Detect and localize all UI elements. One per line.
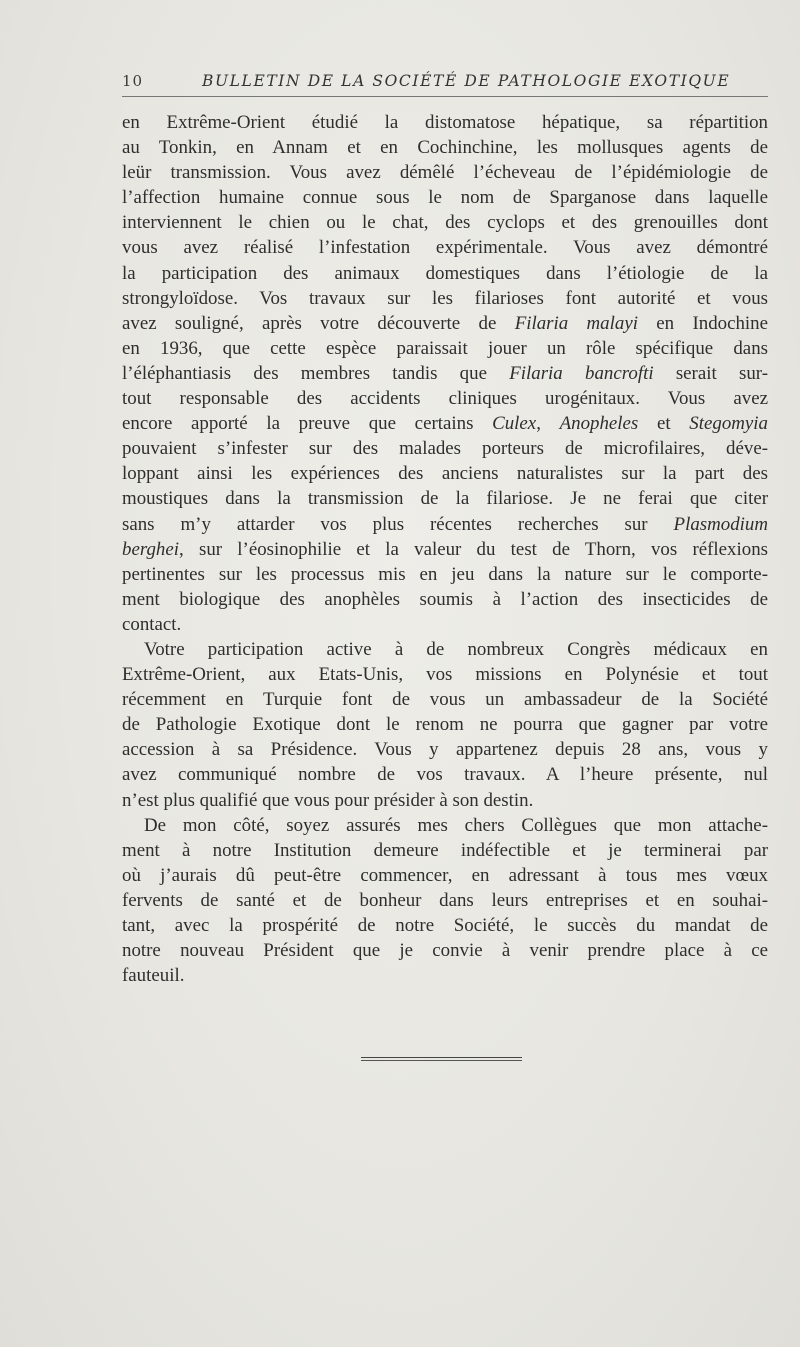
running-title: BULLETIN DE LA SOCIÉTÉ DE PATHOLOGIE EXOTIQUE [202, 72, 731, 90]
text-line: pertinentes sur les processus mis en jeu dans la nature sur le comporte- [122, 563, 768, 585]
text-line: sans m’y attarder vos plus récentes recherches sur Plasmodium [122, 513, 768, 535]
text-line: encore apporté la preuve que certains Culex, Anopheles et Stegomyia [122, 413, 768, 435]
text-line: la participation des animaux domestiques dans l’étiologie de la [122, 262, 768, 284]
text-line: tant, avec la prospérité de notre Société, le succès du mandat de [122, 915, 768, 936]
text-line: moustiques dans la transmission de la filariose. Je ne ferai que citer [122, 488, 768, 510]
body-text [122, 110, 768, 988]
text-line: accession à sa Présidence. Vous y appartenez depuis 28 ans, vous y [122, 739, 768, 761]
text-line: avez communiqué nombre de vos travaux. A l’heure présente, nul [122, 764, 768, 786]
text-line: n’est plus qualifié que vous pour présider à son destin. [122, 789, 534, 811]
text-line: fervents de santé et de bonheur dans leurs entreprises et en souhai- [122, 889, 768, 911]
text-line: De mon côté, soyez assurés mes chers Collègues que mon attache- [144, 814, 768, 836]
text-line: ment biologique des anophèles soumis à l’action des insecticides de [122, 588, 768, 610]
text-line: au Tonkin, en Annam et en Cochinchine, les mollusques agents de [122, 137, 768, 159]
text-line: vous avez réalisé l’infestation expérimentale. Vous avez démontré [122, 237, 768, 259]
end-rule-second [361, 1060, 522, 1061]
text-line: en 1936, que cette espèce paraissait jouer un rôle spécifique dans [122, 337, 768, 359]
text-line: loppant ainsi les expériences des anciens naturalistes sur la part des [122, 463, 768, 485]
text-line: notre nouveau Président que je convie à venir prendre place à ce [122, 940, 768, 962]
text-line: leür transmission. Vous avez démêlé l’écheveau de l’épidémiologie de [122, 162, 768, 184]
text-line: ment à notre Institution demeure indéfectible et je terminerai par [122, 839, 768, 861]
text-line: strongyloïdose. Vos travaux sur les filarioses font autorité et vous [122, 287, 768, 309]
text-line: où j’aurais dû peut-être commencer, en adressant à tous mes vœux [122, 864, 768, 886]
text-line: en Extrême-Orient étudié la distomatose hépatique, sa répartition [122, 112, 768, 133]
end-rule [361, 1057, 522, 1058]
page-number: 10 [122, 72, 144, 90]
text-line: Extrême-Orient, aux Etats-Unis, vos missions en Polynésie et tout [122, 664, 768, 686]
text-line: tout responsable des accidents cliniques urogénitaux. Vous avez [122, 388, 768, 410]
text-line: interviennent le chien ou le chat, des cyclops et des grenouilles dont [122, 212, 768, 234]
running-header [122, 70, 768, 97]
text-line: récemment en Turquie font de vous un ambassadeur de la Société [122, 689, 768, 711]
text-line: contact. [122, 613, 182, 635]
text-line: l’affection humaine connue sous le nom de Sparganose dans laquelle [122, 187, 768, 209]
text-line: fauteuil. [122, 965, 185, 987]
text-line: pouvaient s’infester sur des malades porteurs de microfilaires, déve- [122, 438, 768, 460]
text-line: berghei, sur l’éosinophilie et la valeur du test de Thorn, vos réflexions [122, 538, 768, 560]
text-line: de Pathologie Exotique dont le renom ne pourra que gagner par votre [122, 714, 768, 736]
text-line: l’éléphantiasis des membres tandis que Filaria bancrofti serait sur- [122, 362, 768, 384]
text-line: avez souligné, après votre découverte de Filaria malayi en Indochine [122, 312, 768, 334]
text-line: Votre participation active à de nombreux Congrès médicaux en [144, 638, 768, 660]
